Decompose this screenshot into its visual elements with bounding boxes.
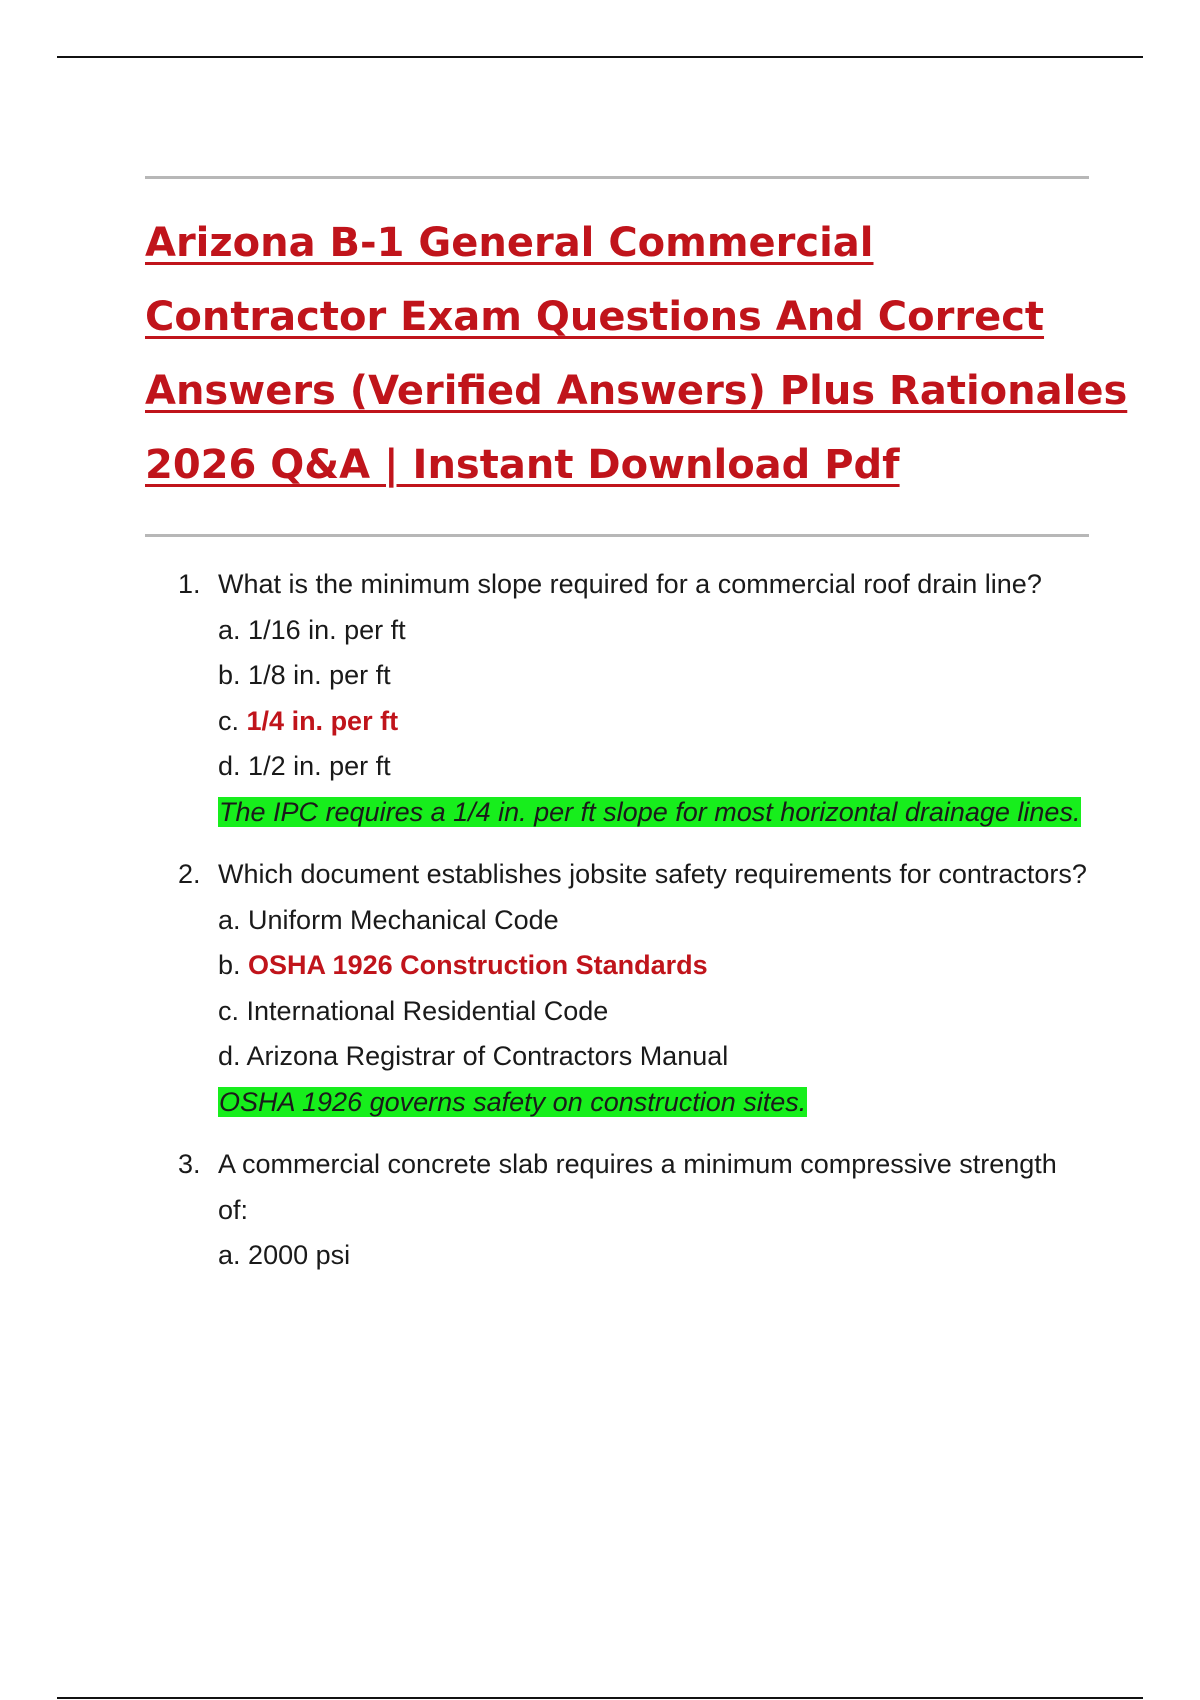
option-text: 1/8 in. per ft: [248, 660, 391, 690]
title-line-2: Contractor Exam Questions And Correct: [145, 294, 1045, 340]
page-top-rule: [57, 56, 1143, 58]
option-prefix: b.: [218, 950, 241, 980]
option-text: 2000 psi: [248, 1240, 351, 1270]
answer-option-correct: [218, 699, 1098, 745]
question-number: 2.: [178, 859, 201, 889]
correct-option-text: 1/4 in. per ft: [246, 705, 399, 736]
option-prefix: a.: [218, 1240, 241, 1270]
question-text: Which document establishes jobsite safety requirements for contractors?: [218, 859, 1087, 889]
option-prefix: c.: [218, 705, 240, 736]
rationale-text: OSHA 1926 governs safety on construction sites.: [219, 1086, 807, 1117]
answer-option: [218, 989, 1098, 1035]
question-number: 1.: [178, 569, 201, 599]
option-text: International Residential Code: [246, 995, 609, 1026]
document-title: [145, 206, 1128, 502]
question-item: [178, 1142, 1098, 1279]
answer-option: [218, 1034, 1098, 1080]
question-list: [178, 562, 1098, 1296]
correct-option-text: OSHA 1926 Construction Standards: [248, 950, 708, 980]
title-line-4: 2026 Q&A | Instant Download Pdf: [145, 442, 900, 488]
answer-option: [218, 898, 1098, 944]
question-body: [218, 852, 1098, 1125]
option-text: Uniform Mechanical Code: [248, 904, 559, 935]
rationale: [218, 1080, 1098, 1126]
answer-option: [218, 653, 1098, 699]
question-body: [218, 562, 1098, 835]
question-body: [218, 1142, 1098, 1279]
answer-option: [218, 744, 1098, 790]
title-line-3: Answers (Verified Answers) Plus Rationales: [145, 368, 1128, 414]
title-top-divider: [145, 176, 1089, 179]
answer-option-correct: [218, 943, 1098, 989]
option-text: Arizona Registrar of Contractors Manual: [246, 1041, 729, 1071]
rationale-text: The IPC requires a 1/4 in. per ft slope for most horizontal drainage lines.: [219, 796, 1081, 827]
option-text: 1/2 in. per ft: [248, 751, 391, 781]
option-prefix: a.: [218, 614, 241, 645]
question-text: A commercial concrete slab requires a minimum compressive strength of:: [218, 1149, 1057, 1225]
question-number: 3.: [178, 1149, 201, 1179]
answer-option: [218, 608, 1098, 654]
option-prefix: b.: [218, 660, 241, 690]
question-text: What is the minimum slope required for a commercial roof drain line?: [218, 569, 1042, 599]
option-prefix: d.: [218, 751, 241, 781]
rationale: [218, 790, 1098, 836]
option-text: 1/16 in. per ft: [248, 614, 406, 645]
title-line-1: Arizona B-1 General Commercial: [145, 220, 874, 266]
title-bottom-divider: [145, 534, 1089, 537]
question-item: [178, 852, 1098, 1125]
page-bottom-rule: [57, 1697, 1143, 1699]
question-item: [178, 562, 1098, 835]
option-prefix: a.: [218, 904, 241, 935]
option-prefix: d.: [218, 1041, 241, 1071]
answer-option: [218, 1233, 1098, 1279]
option-prefix: c.: [218, 995, 240, 1026]
